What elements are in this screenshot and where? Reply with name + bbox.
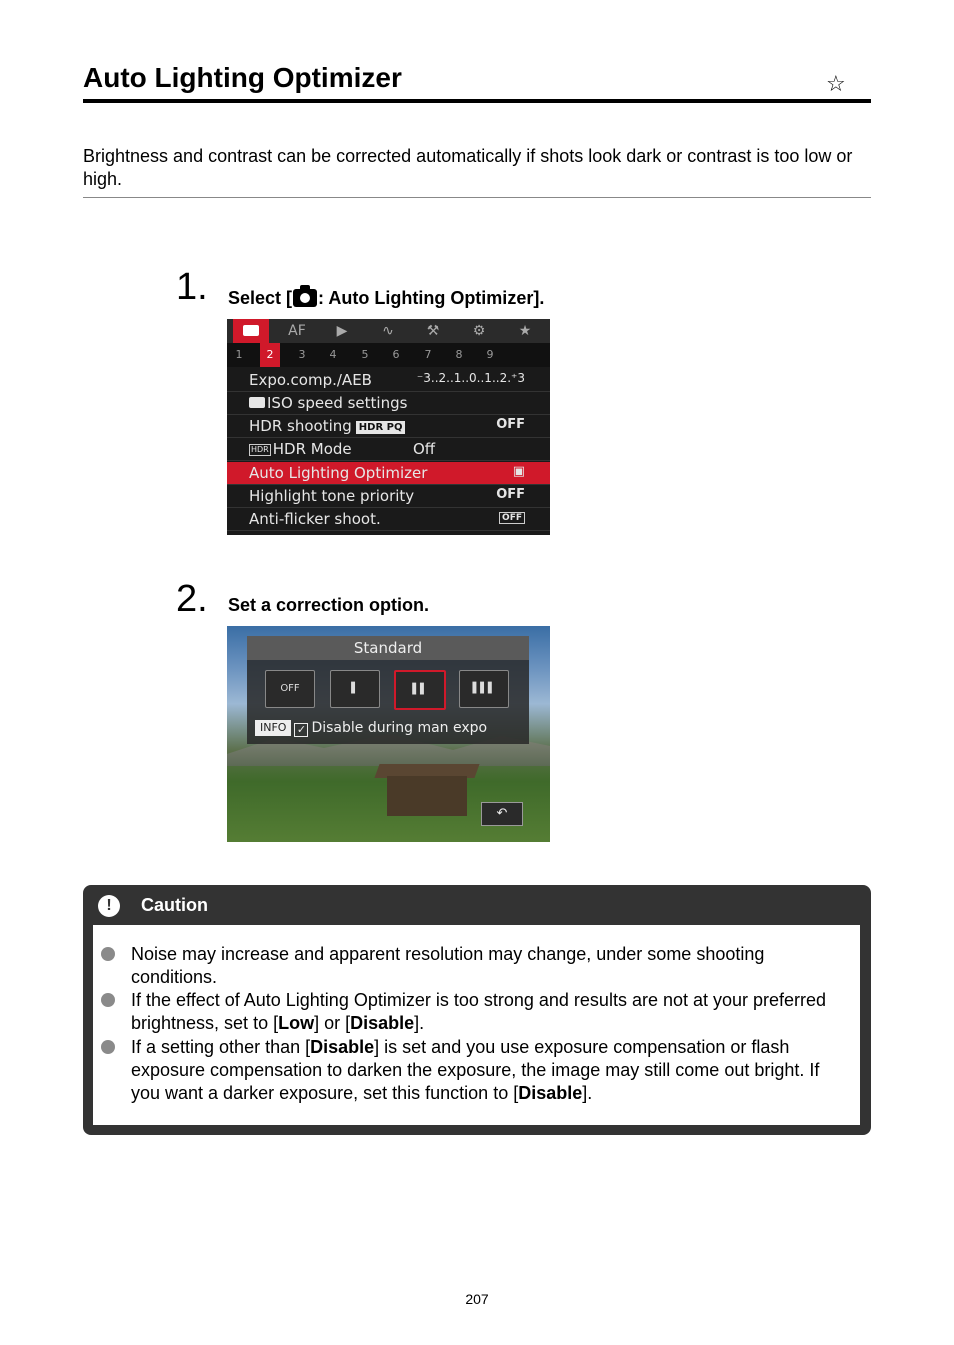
tab-af: AF	[288, 323, 306, 339]
checkbox-icon: ✓	[294, 723, 308, 737]
camera-icon	[249, 397, 265, 408]
caution-item: If the effect of Auto Lighting Optimizer is too strong and results are not at your preferred brightness, set to [Low] or [Disable].	[131, 990, 827, 1033]
menu-row-auto-lighting-optimizer: Auto Lighting Optimizer ▣	[227, 462, 550, 485]
page-title: Auto Lighting Optimizer	[83, 62, 402, 93]
star-icon: ☆	[826, 72, 846, 97]
page-num: 1	[235, 348, 243, 361]
caution-header	[83, 885, 871, 925]
caution-title: Caution	[141, 895, 208, 915]
alo-option-disable: OFF	[265, 670, 315, 708]
menu-row-anti-flicker: Anti-flicker shoot. OFF	[227, 508, 550, 531]
page-number: 207	[465, 1291, 489, 1307]
caution-item: If a setting other than [Disable] is set and you use exposure compensation or flash exposure compensation to darken the exposure, the image may still come out bright. If you want a darker exposure, set this function to [Disable].	[131, 1037, 820, 1103]
step-2-number: 2.	[176, 578, 208, 620]
caution-body	[93, 925, 860, 1125]
alo-option-standard: ▌▌	[394, 670, 446, 710]
menu-tabs	[227, 319, 550, 343]
tab-custom: ⚙	[472, 323, 486, 339]
menu-row-expo-comp: Expo.comp./AEB ⁻3..2..1..0..1..2.⁺3	[227, 369, 550, 392]
page-num: 5	[361, 348, 369, 361]
camera-icon	[293, 289, 317, 307]
back-icon: ↶	[481, 802, 523, 826]
page-num: 8	[455, 348, 463, 361]
step-1-number: 1.	[176, 266, 208, 308]
hdr-icon: HDR	[251, 445, 269, 454]
chalet	[387, 776, 467, 816]
menu-row-hdr-shooting: HDR shooting HDR PQ OFF	[227, 415, 550, 438]
disable-man-expo-text: Disable during man expo	[311, 720, 488, 736]
tab-playback: ▶	[336, 323, 348, 339]
alo-icon: ▣	[512, 464, 525, 479]
page-num: 6	[392, 348, 400, 361]
menu-row-iso: ISO speed settings	[227, 392, 550, 415]
tab-wireless: ∿	[382, 323, 394, 339]
caution-item: Noise may increase and apparent resolution may change, under some shooting conditions.	[131, 944, 765, 987]
page-num: 4	[329, 348, 337, 361]
tab-mymenu: ★	[518, 323, 532, 339]
shooting-menu-screenshot	[227, 319, 550, 535]
page-num: 9	[486, 348, 494, 361]
alo-options-panel	[247, 636, 529, 744]
intro-text: Brightness and contrast can be corrected automatically if shots look dark or contrast is too low or high.	[83, 146, 853, 189]
step-1-text-before: Select [	[228, 288, 293, 308]
title-rule	[83, 99, 871, 103]
step-1-text	[228, 288, 544, 309]
bullet-icon	[101, 1040, 115, 1054]
alo-option-low: ▌	[330, 670, 380, 708]
caution-icon: !	[98, 895, 120, 917]
intro-rule	[83, 197, 871, 198]
alo-current-setting: Standard	[247, 636, 529, 660]
tab-setup: ⚒	[426, 323, 440, 339]
menu-row-highlight-tone: Highlight tone priority OFF	[227, 485, 550, 508]
hdr-pq-badge: HDR PQ	[356, 421, 406, 434]
menu-page-numbers	[227, 343, 550, 367]
bullet-icon	[101, 947, 115, 961]
page-num-active: 2	[260, 343, 280, 367]
step-2-text: Set a correction option.	[228, 595, 430, 615]
flicker-off-icon: OFF	[499, 512, 525, 524]
alo-option-high: ▌▌▌	[459, 670, 509, 708]
step-1-text-after: : Auto Lighting Optimizer].	[318, 288, 545, 308]
disable-man-expo-row	[255, 720, 487, 737]
page-num: 3	[298, 348, 306, 361]
info-button-label: INFO	[255, 720, 291, 736]
caution-box	[83, 885, 871, 1135]
page-num: 7	[424, 348, 432, 361]
menu-row-hdr-mode: HDR HDR Mode Off	[227, 438, 550, 461]
camera-tab-icon	[233, 319, 269, 343]
alo-settings-screenshot	[227, 626, 550, 842]
bullet-icon	[101, 993, 115, 1007]
